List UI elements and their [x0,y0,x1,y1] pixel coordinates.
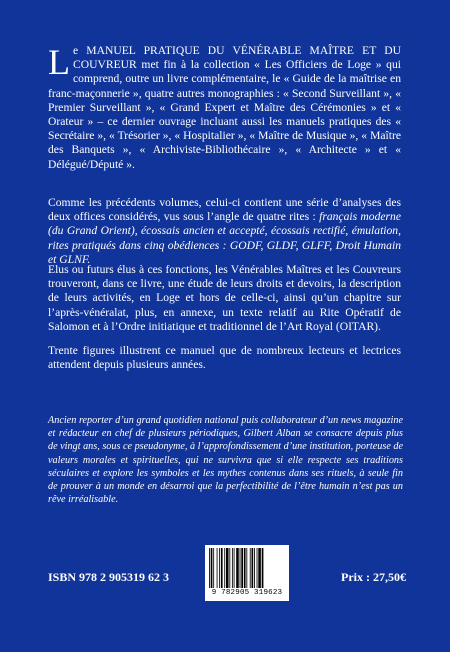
rites-paragraph [48,196,401,267]
barcode [205,545,289,601]
intro-text: e MANUEL PRATIQUE DU VÉNÉRABLE MAÎTRE ET DU COUVREUR met fin à la collection « Les Officiers de Loge » qui comprend, outre un livre complémentaire, le « Guide de la maîtrise en franc-maçonnerie », quatre autres monographies : « Second Surveillant », « Premier Surveillant », « Grand Expert et Maître des Cérémonies » et « Orateur » – ce dernier ouvrage incluant aussi les manuels pratiques des « Secrétaire », « Trésorier », « Hospitalier », « Maître de Musique », « Maître des Banquets », « Archiviste-Bibliothécaire », « Architecte » et « Délégué/Député ». [48,44,401,171]
barcode-digits: 9 782905 319623 [211,589,283,597]
figures-text: Trente figures illustrent ce manuel que de nombreux lecteurs et lectrices attendent depuis plusieurs années. [48,344,401,372]
rites-italic-text: français moderne (du Grand Orient), écossais ancien et accepté, écossais rectifié, émulation, rites pratiqués dans cinq obédiences : GODF, GLDF, GLFF, Droit Humain et GLNF. [48,210,402,266]
rites-text: Comme les précédents volumes, celui-ci contient une série d’analyses des deux offices considérés, vus sous l’angle de quatre rites : [48,196,401,224]
barcode-bars-icon [209,548,285,588]
price-label: Prix : 27,50€ [341,570,406,584]
isbn-label: ISBN 978 2 905319 62 3 [48,570,170,584]
content-paragraph [48,263,401,334]
author-bio [48,414,403,506]
author-bio-text: Ancien reporter d’un grand quotidien national puis collaborateur d’un news magazine et rédacteur en chef de plusieurs périodiques, Gilbert Alban se consacre depuis plus de vingt ans, sous ce pseudonyme, à l’approfondissement d’une institution, porteuse de valeurs morales et spirituelles, qui ne survivra que si elle respecte ses traditions séculaires et explore les symboles et les mythes contenus dans ses rituels, à seule fin de prouver à un monde en désarroi que la perfectibilité de l’être humain n’est pas un rêve irréalisable. [48,415,404,506]
figures-paragraph [48,344,401,372]
content-text: Elus ou futurs élus à ces fonctions, les Vénérables Maîtres et les Couvreurs trouveront, dans ce livre, une étude de leurs droits et devoirs, la description de leurs activités, en Loge et hors de celle-ci, ainsi qu’un chapitre sur l’après-vénéralat, plus, en annexe, un texte relatif au Rite Opératif de Salomon et à l’Ordre initiatique et traditionnel de l’Art Royal (OITAR). [48,263,401,333]
drop-cap: L [48,42,70,82]
intro-paragraph [48,44,401,172]
